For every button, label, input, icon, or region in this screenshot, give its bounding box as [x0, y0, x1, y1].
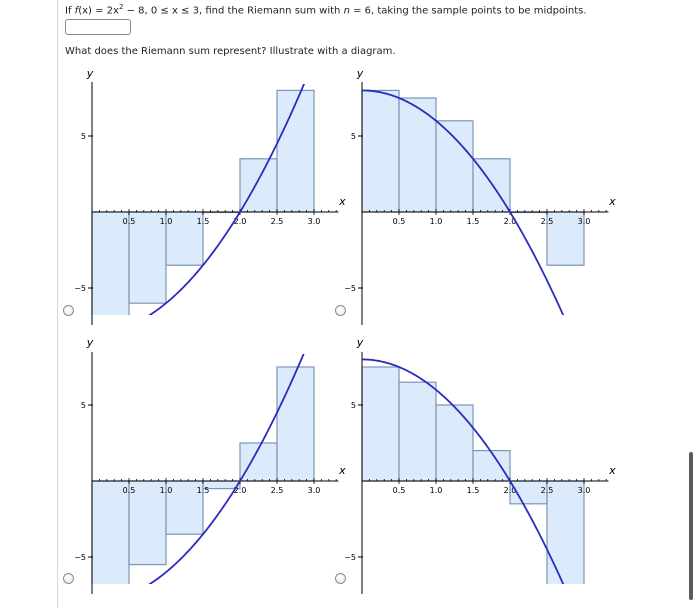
x-tick-label: 1.5	[196, 217, 210, 226]
x-tick-label: 1.5	[466, 486, 480, 495]
y-axis-label: y	[356, 67, 364, 80]
x-tick-label: 0.5	[122, 217, 136, 226]
riemann-bars	[92, 90, 314, 326]
x-tick-label: 3.0	[577, 486, 591, 495]
option-c-radio[interactable]	[63, 573, 74, 584]
riemann-bar	[399, 98, 436, 212]
y-tick-label: 5	[350, 401, 356, 410]
x-tick-label: 2.5	[270, 217, 284, 226]
diagram-prompt: What does the Riemann sum represent? Illustrate with a diagram.	[65, 46, 396, 57]
x-tick-label: 0.5	[392, 486, 406, 495]
question-part: = 6, taking the sample points to be midpoints.	[349, 5, 587, 17]
x-tick-label: 1.0	[159, 217, 173, 226]
riemann-bar	[277, 367, 314, 481]
x-axis-label: x	[339, 464, 346, 477]
y-axis-label: y	[86, 336, 94, 349]
y-tick-label: −5	[74, 284, 86, 293]
chart-option-c	[74, 329, 346, 603]
riemann-bar	[92, 212, 129, 326]
x-tick-label: 3.0	[577, 217, 591, 226]
x-tick-label: 3.0	[307, 217, 321, 226]
chart-option-d	[344, 336, 616, 608]
x-tick-label: 2.5	[540, 217, 554, 226]
y-tick-label: 5	[80, 132, 86, 141]
x-axis-label: x	[339, 195, 346, 208]
y-tick-label: 5	[80, 401, 86, 410]
y-axis-label: y	[356, 336, 364, 349]
chart-option-b	[344, 67, 616, 364]
x-tick-label: 1.5	[466, 217, 480, 226]
option-a-radio[interactable]	[63, 305, 74, 316]
page-scrollbar[interactable]	[689, 452, 693, 600]
question-exponent: 2	[118, 3, 124, 11]
question-part: (x) = 2x	[78, 5, 119, 17]
x-tick-label: 2.0	[503, 486, 517, 495]
question-part: If	[65, 5, 75, 17]
x-tick-label: 0.5	[122, 486, 136, 495]
chart-option-a	[74, 60, 346, 334]
riemann-bar	[92, 481, 129, 595]
x-tick-label: 1.0	[429, 217, 443, 226]
question-n-variable: n	[343, 5, 350, 17]
x-tick-label: 1.0	[159, 486, 173, 495]
riemann-bar	[473, 451, 510, 481]
riemann-bar	[436, 121, 473, 212]
riemann-bars	[362, 90, 584, 265]
riemann-bar	[436, 405, 473, 481]
y-tick-label: −5	[344, 284, 356, 293]
x-tick-label: 1.0	[429, 486, 443, 495]
question-part: − 8, 0 ≤ x ≤ 3, find the Riemann sum with	[123, 5, 344, 17]
x-tick-label: 2.5	[270, 486, 284, 495]
riemann-bar	[362, 90, 399, 212]
option-d-radio[interactable]	[335, 573, 346, 584]
x-tick-label: 2.0	[503, 217, 517, 226]
riemann-bar	[399, 382, 436, 481]
option-b-radio[interactable]	[335, 305, 346, 316]
y-axis-label: y	[86, 67, 94, 80]
x-tick-label: 0.5	[392, 217, 406, 226]
x-tick-label: 2.5	[540, 486, 554, 495]
x-axis-label: x	[609, 195, 616, 208]
y-tick-label: 5	[350, 132, 356, 141]
riemann-bar	[547, 481, 584, 595]
y-tick-label: −5	[344, 553, 356, 562]
y-tick-label: −5	[74, 553, 86, 562]
riemann-bar	[362, 367, 399, 481]
question-function-name: f	[74, 5, 79, 17]
x-tick-label: 2.0	[233, 486, 247, 495]
x-tick-label: 2.0	[233, 217, 247, 226]
x-axis-label: x	[609, 464, 616, 477]
riemann-bar	[277, 90, 314, 212]
x-tick-label: 3.0	[307, 486, 321, 495]
x-tick-label: 1.5	[196, 486, 210, 495]
